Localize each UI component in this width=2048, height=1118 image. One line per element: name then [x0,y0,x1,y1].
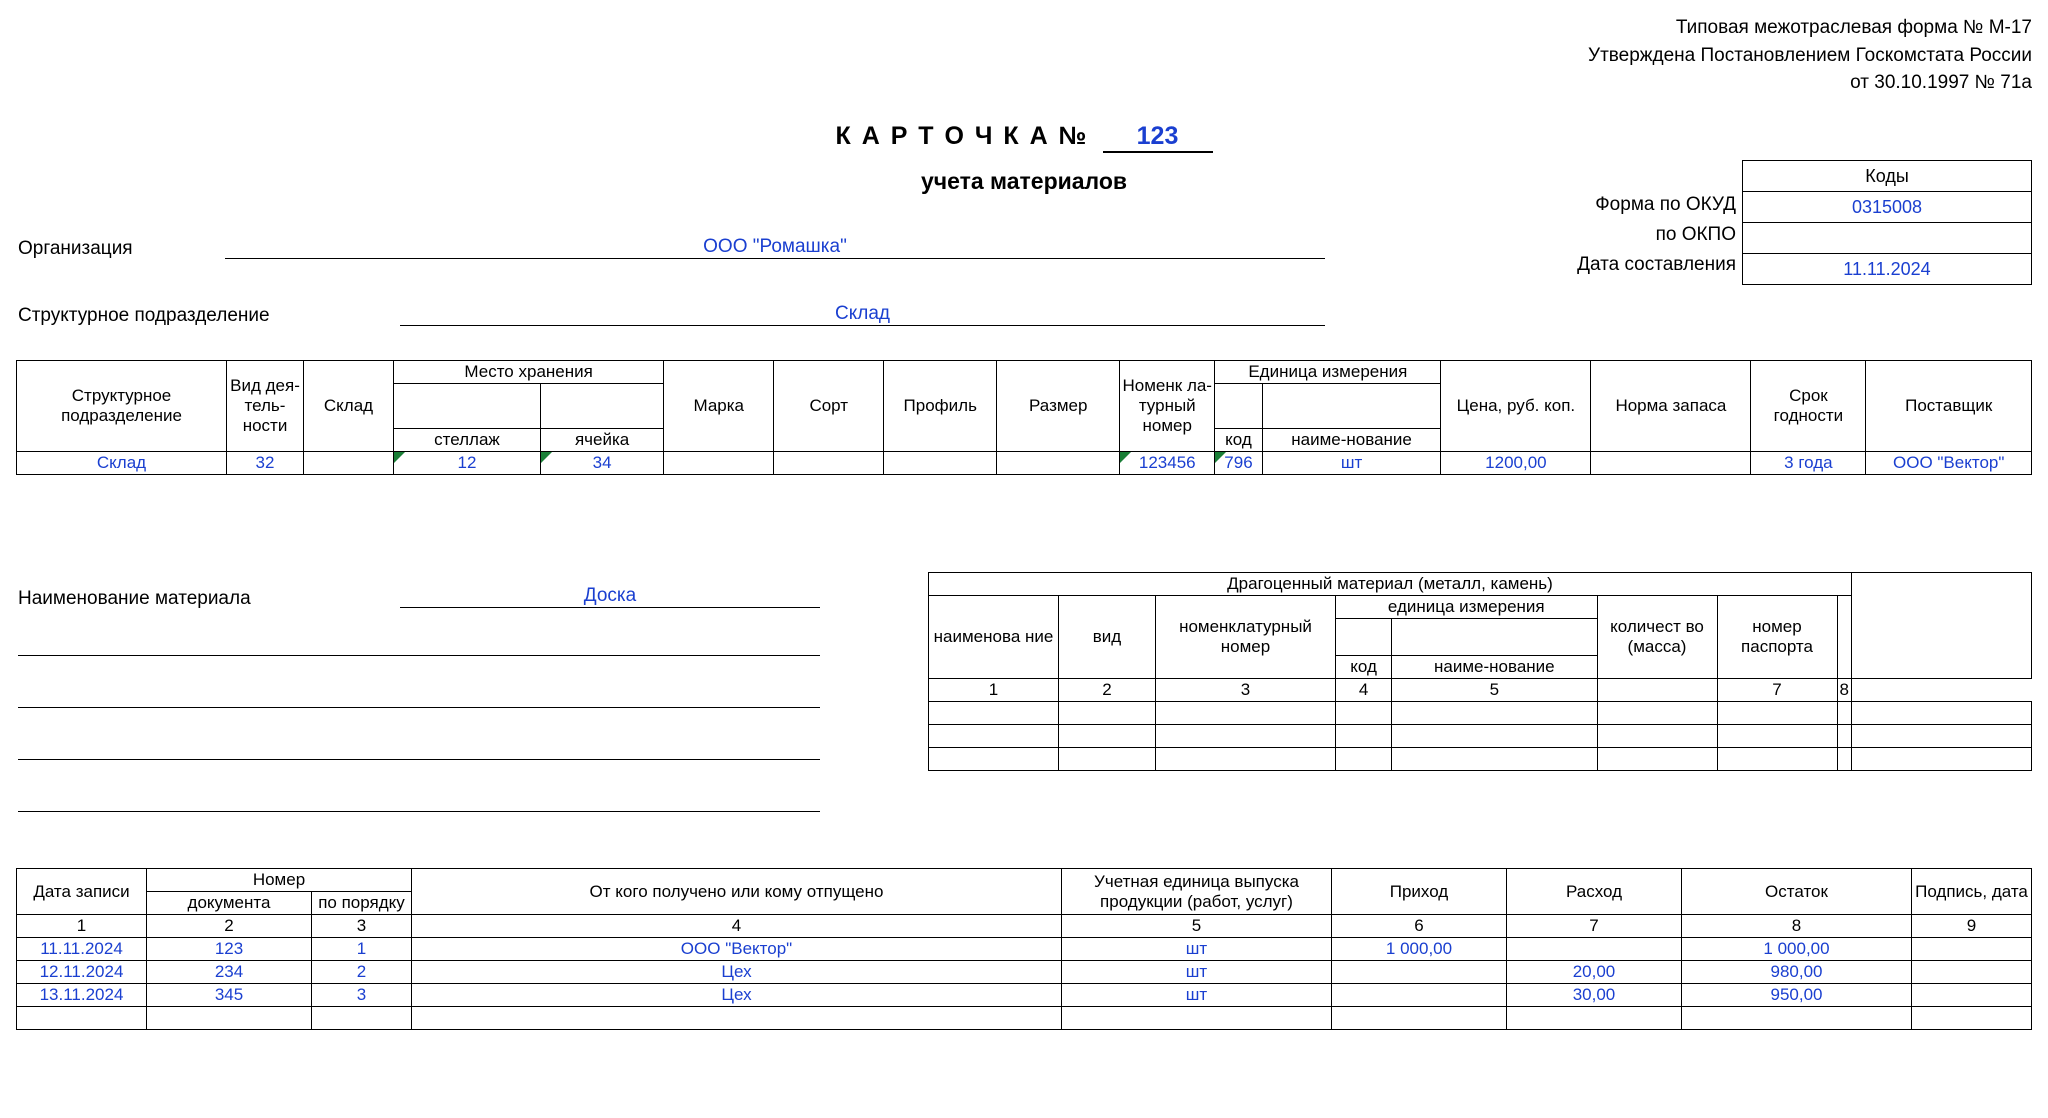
th-led-number: Номер [147,869,412,892]
th-unit-name: наиме-нование [1262,429,1441,452]
th-prec-nomenclature: номенклатурный номер [1156,596,1336,679]
form-header-line2: Утверждена Постановлением Госкомстата России [1588,44,2032,66]
th-led-from-whom: От кого получено или кому отпущено [412,869,1062,915]
th-led-balance: Остаток [1682,869,1912,915]
th-place: Место хранения [394,361,664,384]
cell-size[interactable] [997,452,1120,475]
cell-division[interactable]: Склад [17,452,227,475]
th-prec-passport: номер паспорта [1717,596,1837,679]
led-num-7: 7 [1507,915,1682,938]
prec-num-7: 7 [1717,679,1837,702]
codes-label-date: Дата составления [1577,254,1736,275]
th-nomenclature: Номенк ла-турный номер [1120,361,1215,452]
row4-date[interactable] [17,1007,147,1030]
th-led-expense: Расход [1507,869,1682,915]
row4-unit[interactable] [1062,1007,1332,1030]
row2-unit[interactable]: шт [1062,961,1332,984]
table-row[interactable] [17,938,2032,961]
row2-balance[interactable]: 980,00 [1682,961,1912,984]
row4-from-whom[interactable] [412,1007,1062,1030]
form-header [1588,14,2032,97]
th-led-order: по порядку [312,892,412,915]
page-title [0,122,2048,153]
row2-order[interactable]: 2 [312,961,412,984]
prec-num-8: 8 [1837,679,1851,702]
led-num-8: 8 [1682,915,1912,938]
table-row[interactable] [17,984,2032,1007]
row3-expense[interactable]: 30,00 [1507,984,1682,1007]
th-led-income: Приход [1332,869,1507,915]
row3-doc[interactable]: 345 [147,984,312,1007]
led-num-2: 2 [147,915,312,938]
cell-unit-name[interactable]: шт [1262,452,1441,475]
form-header-line3: от 30.10.1997 № 71а [1850,72,2032,94]
cell-norm[interactable] [1591,452,1751,475]
organization-value[interactable]: ООО "Ромашка" [225,236,1325,259]
row2-sign[interactable] [1912,961,2032,984]
cell-profile[interactable] [884,452,997,475]
cell-rack[interactable]: 12 [394,452,541,475]
prec-num-6 [1597,679,1717,702]
prec-num-3: 3 [1156,679,1336,702]
th-unit-code: код [1215,429,1262,452]
blank-line-4[interactable] [18,811,820,812]
table-row [17,452,2032,475]
card-number[interactable]: 123 [1103,122,1213,153]
th-profile: Профиль [884,361,997,452]
cell-unit-code[interactable]: 796 [1215,452,1262,475]
row4-doc[interactable] [147,1007,312,1030]
row4-order[interactable] [312,1007,412,1030]
page-title-text: К А Р Т О Ч К А № [835,122,1089,150]
led-num-5: 5 [1062,915,1332,938]
led-num-4: 4 [412,915,1062,938]
material-name-label: Наименование материала [18,588,251,609]
codes-header: Коды [1743,161,2032,192]
cell-supplier[interactable]: ООО "Вектор" [1866,452,2032,475]
th-prec-unit-name: наиме-нование [1392,656,1597,679]
table-row[interactable] [929,748,2032,771]
th-brand: Марка [664,361,774,452]
th-norm: Норма запаса [1591,361,1751,452]
codes-label-okpo: по ОКПО [1655,224,1736,245]
th-division: Структурное подразделение [17,361,227,452]
row2-income[interactable] [1332,961,1507,984]
th-prec-kind: вид [1059,596,1156,679]
th-activity: Вид дея-тель-ности [227,361,304,452]
row1-balance[interactable]: 1 000,00 [1682,938,1912,961]
movement-ledger-table [16,868,2032,1030]
cell-store[interactable] [304,452,394,475]
row3-income[interactable] [1332,984,1507,1007]
precious-number-row [929,679,2032,702]
row2-date[interactable]: 12.11.2024 [17,961,147,984]
blank-line-2[interactable] [18,707,820,708]
table-row[interactable] [929,702,2032,725]
row3-sign[interactable] [1912,984,2032,1007]
row3-date[interactable]: 13.11.2024 [17,984,147,1007]
codes-label-okud: Форма по ОКУД [1595,194,1736,215]
prec-num-5: 5 [1392,679,1597,702]
row2-expense[interactable]: 20,00 [1507,961,1682,984]
cell-shelf[interactable]: 3 года [1751,452,1866,475]
table-row[interactable] [17,961,2032,984]
codes-value-okpo[interactable] [1743,223,2032,254]
th-size: Размер [997,361,1120,452]
row4-sign[interactable] [1912,1007,2032,1030]
cell-cell[interactable]: 34 [540,452,663,475]
row3-balance[interactable]: 950,00 [1682,984,1912,1007]
page-subtitle: учета материалов [920,168,1128,194]
th-unit: Единица измерения [1215,361,1441,384]
th-prec-unit: единица измерения [1336,596,1598,619]
cell-price[interactable]: 1200,00 [1441,452,1591,475]
codes-labels [1577,160,1736,280]
th-cell: ячейка [540,429,663,452]
table-row[interactable] [17,1007,2032,1030]
prec-num-1: 1 [929,679,1059,702]
row2-doc[interactable]: 234 [147,961,312,984]
prec-num-2: 2 [1059,679,1156,702]
th-store: Склад [304,361,394,452]
led-num-1: 1 [17,915,147,938]
row1-sign[interactable] [1912,938,2032,961]
blank-line-3[interactable] [18,759,820,760]
form-header-line1: Типовая межотраслевая форма № М-17 [1675,17,2032,38]
led-num-3: 3 [312,915,412,938]
th-prec-quantity: количест во (масса) [1597,596,1717,679]
th-led-date: Дата записи [17,869,147,915]
row4-expense[interactable] [1507,1007,1682,1030]
material-name-value[interactable]: Доска [400,585,820,608]
th-prec-unit-code: код [1336,656,1392,679]
precious-title: Драгоценный материал (металл, камень) [929,573,1852,596]
row1-unit[interactable]: шт [1062,938,1332,961]
table-row[interactable] [929,725,2032,748]
row1-doc[interactable]: 123 [147,938,312,961]
prec-num-4: 4 [1336,679,1392,702]
cell-brand[interactable] [664,452,774,475]
codes-table [1742,160,2032,285]
row1-expense[interactable] [1507,938,1682,961]
row1-order[interactable]: 1 [312,938,412,961]
th-led-unit: Учетная единица выпуска продукции (работ, услуг) [1062,869,1332,915]
blank-line-1[interactable] [18,655,820,656]
row3-unit[interactable]: шт [1062,984,1332,1007]
organization-label: Организация [18,238,133,259]
th-led-sign: Подпись, дата [1912,869,2032,915]
codes-value-okud[interactable]: 0315008 [1743,192,2032,223]
led-num-6: 6 [1332,915,1507,938]
row2-from-whom[interactable]: Цех [412,961,1062,984]
ledger-number-row [17,915,2032,938]
th-led-doc: документа [147,892,312,915]
cell-sort[interactable] [774,452,884,475]
row3-from-whom[interactable]: Цех [412,984,1062,1007]
material-characteristics-table [16,360,2032,475]
th-shelf: Срок годности [1751,361,1866,452]
th-prec-name: наименова ние [929,596,1059,679]
row4-balance[interactable] [1682,1007,1912,1030]
row3-order[interactable]: 3 [312,984,412,1007]
row4-income[interactable] [1332,1007,1507,1030]
precious-extra-col [1852,573,2032,679]
row1-income[interactable]: 1 000,00 [1332,938,1507,961]
th-supplier: Поставщик [1866,361,2032,452]
th-price: Цена, руб. коп. [1441,361,1591,452]
division-label: Структурное подразделение [18,305,270,326]
codes-value-date[interactable]: 11.11.2024 [1743,254,2032,285]
led-num-9: 9 [1912,915,2032,938]
row1-date[interactable]: 11.11.2024 [17,938,147,961]
row1-from-whom[interactable]: ООО "Вектор" [412,938,1062,961]
th-rack: стеллаж [394,429,541,452]
cell-activity[interactable]: 32 [227,452,304,475]
th-sort: Сорт [774,361,884,452]
division-value[interactable]: Склад [400,303,1325,326]
cell-nomenclature[interactable]: 123456 [1120,452,1215,475]
precious-material-table [928,572,2032,771]
